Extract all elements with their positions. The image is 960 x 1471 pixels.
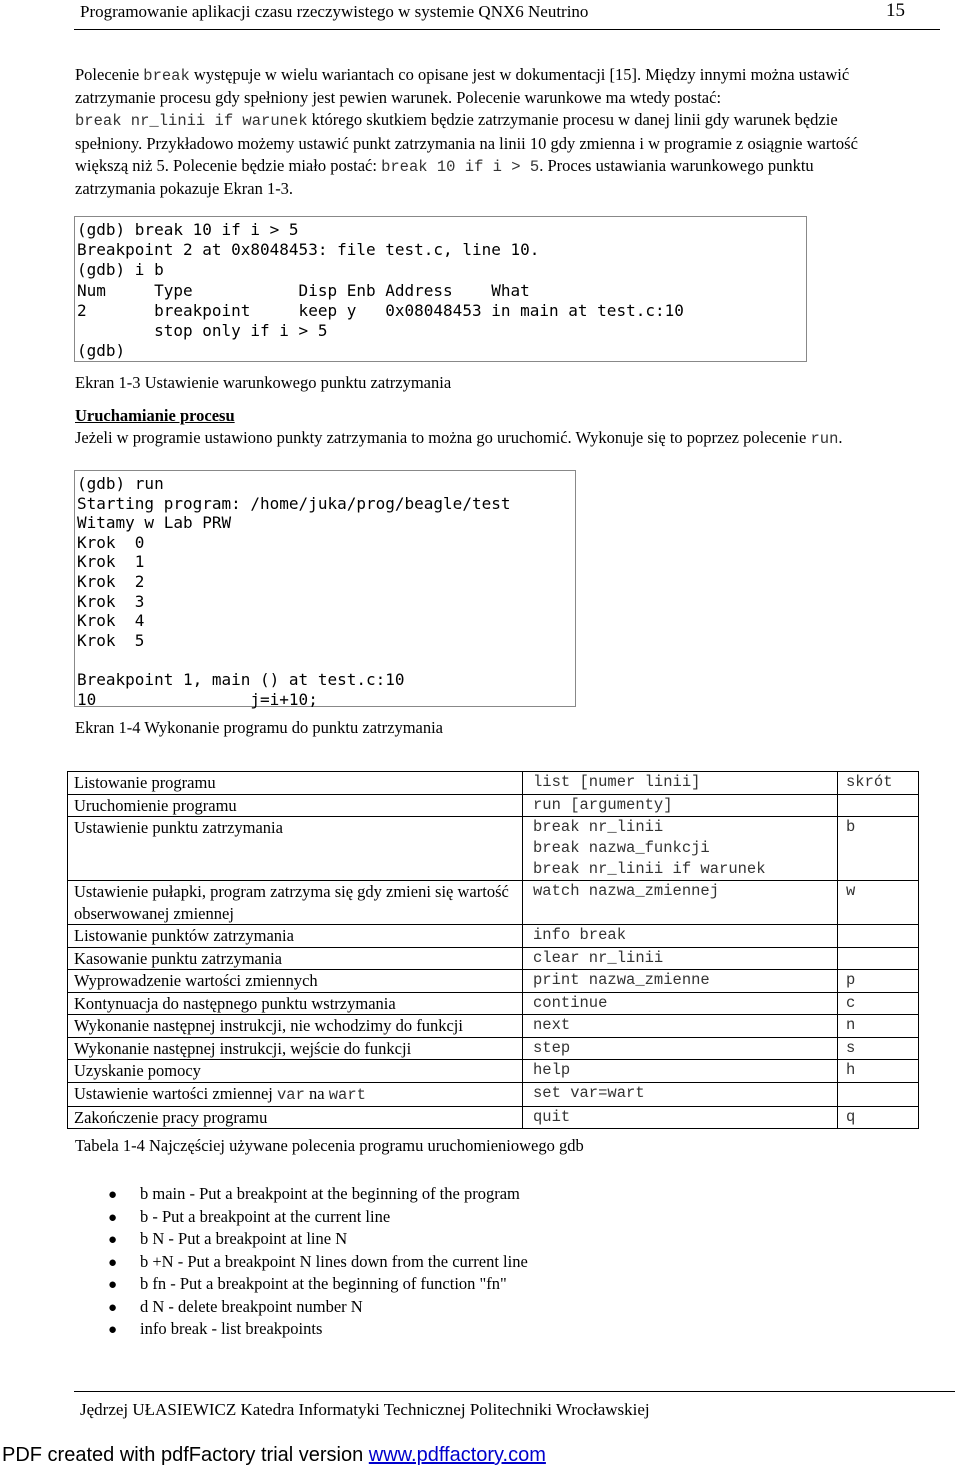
table-cell-desc: Wyprowadzenie wartości zmiennych xyxy=(68,970,523,993)
header-title: Programowanie aplikacji czasu rzeczywistego w systemie QNX6 Neutrino xyxy=(80,2,589,21)
table-row xyxy=(68,1015,919,1038)
intro-text: większą niż 5. Polecenie będzie miało postać: xyxy=(75,155,382,175)
gdb-commands-table xyxy=(67,771,919,1129)
table-cell-short xyxy=(838,1060,919,1083)
shortcut-text: n xyxy=(846,1016,856,1034)
command-text: set var=wart xyxy=(533,1083,645,1102)
intro-line xyxy=(75,155,960,178)
list-item-text: info break - list breakpoints xyxy=(140,1319,323,1338)
table-cell-cmd xyxy=(523,1015,838,1038)
command-text: print nazwa_zmienne xyxy=(533,971,710,989)
intro-line xyxy=(75,64,960,87)
table-caption: Tabela 1-4 Najczęściej używane polecenia programu uruchomieniowego gdb xyxy=(75,1136,584,1155)
pdffactory-link[interactable]: www.pdffactory.com xyxy=(368,1444,546,1466)
command-text: next xyxy=(533,1016,571,1034)
terminal-line xyxy=(77,650,575,670)
bullet-icon: ● xyxy=(108,1322,118,1338)
terminal-line: (gdb) xyxy=(77,341,126,361)
table-cell-desc: Listowanie punktów zatrzymania xyxy=(68,925,523,948)
list-item xyxy=(108,1206,528,1229)
terminal-line: (gdb) break 10 if i > 5 xyxy=(77,220,299,239)
intro-text: . Proces ustawiania warunkowego punktu xyxy=(539,155,814,175)
table-cell-cmd xyxy=(523,1037,838,1060)
terminal-line: Krok 5 xyxy=(77,630,145,650)
intro-text: występuje w wielu wariantach co opisane jest w dokumentacji [15]. Między innymi można ustawić xyxy=(189,65,850,84)
table-cell-desc: Kasowanie punktu zatrzymania xyxy=(68,947,523,970)
terminal-line: (gdb) run xyxy=(77,474,164,493)
terminal-line: Breakpoint 1, main () at test.c:10 xyxy=(77,669,405,689)
command-text: clear nr_linii xyxy=(533,948,664,967)
table-row xyxy=(68,794,919,817)
terminal-screenshot-breakpoint xyxy=(74,216,807,362)
list-item-text: b - Put a breakpoint at the current line xyxy=(140,1206,391,1226)
table-cell-cmd xyxy=(523,947,838,970)
table-cell-short xyxy=(838,772,919,795)
table-cell-cmd xyxy=(523,1082,838,1106)
page-number: 15 xyxy=(886,0,905,21)
table-row xyxy=(68,1082,919,1106)
table-cell-short xyxy=(838,1082,919,1106)
terminal-line: Starting program: /home/juka/prog/beagle/test xyxy=(77,493,511,513)
list-item xyxy=(108,1318,528,1341)
command-text: continue xyxy=(533,993,608,1012)
shortcut-text: c xyxy=(846,993,856,1012)
terminal-line: Krok 0 xyxy=(77,532,145,552)
table-cell-short xyxy=(838,1106,919,1129)
table-cell-short xyxy=(838,881,919,925)
table-row xyxy=(68,1060,919,1083)
table-cell-cmd xyxy=(523,970,838,993)
table-cell-short xyxy=(838,992,919,1015)
terminal-line: 2 breakpoint keep y 0x08048453 in main at test.c:10 xyxy=(77,300,684,320)
shortcut-text: b xyxy=(846,818,856,836)
command-text: break nr_linii xyxy=(533,818,664,836)
command-text: quit xyxy=(533,1107,571,1126)
terminal-line: Krok 4 xyxy=(77,611,145,631)
table-cell-short xyxy=(838,947,919,970)
section-text-body: Jeżeli w programie ustawiono punkty zatrzymania to można go uruchomić. Wykonuje się to poprzez polecenie xyxy=(75,428,811,447)
table-cell-desc: Wykonanie następnej instrukcji, wejście do funkcji xyxy=(68,1037,523,1060)
table-cell-desc: Ustawienie pułapki, program zatrzyma się gdy zmieni się wartość obserwowanej zmiennej xyxy=(68,881,523,925)
section-text-end: . xyxy=(838,428,843,447)
table-cell-cmd xyxy=(523,1106,838,1129)
shortcut-text: q xyxy=(846,1107,856,1126)
terminal-line: Krok 2 xyxy=(77,571,145,591)
footer-text: Jędrzej UŁASIEWICZ Katedra Informatyki Technicznej Politechniki Wrocławskiej xyxy=(80,1400,650,1419)
pdf-note-text: PDF created with pdfFactory trial version xyxy=(2,1444,369,1466)
intro-line: zatrzymanie procesu gdy spełniony jest pewien warunek. Polecenie warunkowe ma wtedy postać: xyxy=(75,88,722,108)
command-text: break nazwa_funkcji xyxy=(533,839,710,857)
terminal-line: 10 j=i+10; xyxy=(77,689,318,709)
intro-text: Polecenie xyxy=(75,65,144,84)
table-cell-desc xyxy=(68,1082,523,1106)
bullet-icon: ● xyxy=(108,1277,118,1293)
screen-caption: Ekran 1-3 Ustawienie warunkowego punktu zatrzymania xyxy=(75,373,452,392)
command-text: step xyxy=(533,1038,571,1057)
terminal-line: Breakpoint 2 at 0x8048453: file test.c, line 10. xyxy=(77,240,540,260)
terminal-line: (gdb) i b xyxy=(77,260,164,280)
intro-line: spełniony. Przykładowo możemy ustawić punkt zatrzymania na linii 10 gdy zmienna i w programie z osiągnie wartość xyxy=(75,133,858,153)
command-text: break nr_linii if warunek xyxy=(533,860,766,878)
terminal-line: Num Type Disp Enb Address What xyxy=(77,280,530,300)
table-cell-short xyxy=(838,1037,919,1060)
table-cell-short xyxy=(838,1015,919,1038)
table-cell-cmd xyxy=(523,992,838,1015)
list-item-text: d N - delete breakpoint number N xyxy=(140,1296,363,1316)
screen-caption: Ekran 1-4 Wykonanie programu do punktu zatrzymania xyxy=(75,718,444,737)
terminal-screenshot-run xyxy=(74,470,576,707)
bullet-icon: ● xyxy=(108,1299,118,1316)
intro-line: zatrzymania pokazuje Ekran 1-3. xyxy=(75,179,294,199)
section-text xyxy=(75,428,843,448)
desc-text: Ustawienie wartości zmiennej xyxy=(74,1083,277,1103)
command-text: help xyxy=(533,1061,571,1079)
list-item xyxy=(108,1273,528,1296)
intro-text: którego skutkiem będzie zatrzymanie procesu w danej linii gdy warunek będzie xyxy=(307,110,838,130)
list-item-text: b fn - Put a breakpoint at the beginning of function "fn" xyxy=(140,1274,507,1293)
inline-code: run xyxy=(810,430,839,448)
table-row xyxy=(68,772,919,795)
table-cell-desc: Zakończenie pracy programu xyxy=(68,1106,523,1129)
section-heading: Uruchamianie procesu xyxy=(75,406,235,425)
bullet-icon: ● xyxy=(108,1232,118,1248)
terminal-line: Krok 1 xyxy=(77,552,145,572)
table-cell-cmd xyxy=(523,817,838,881)
intro-paragraph xyxy=(75,64,960,200)
table-row xyxy=(68,925,919,948)
bullet-icon: ● xyxy=(108,1254,118,1271)
breakpoint-bullet-list xyxy=(108,1183,528,1341)
inline-code: break nr_linii if warunek xyxy=(75,112,308,131)
intro-line xyxy=(75,109,960,132)
shortcut-text: w xyxy=(846,882,856,900)
shortcut-text: s xyxy=(846,1038,856,1057)
table-cell-desc: Listowanie programu xyxy=(68,772,523,795)
terminal-line: stop only if i > 5 xyxy=(77,320,328,340)
bullet-icon: ● xyxy=(108,1187,118,1203)
terminal-line: Witamy w Lab PRW xyxy=(77,513,232,533)
inline-code: var xyxy=(276,1085,305,1104)
table-row xyxy=(68,1106,919,1129)
footer-divider xyxy=(74,1391,955,1392)
table-cell-desc: Ustawienie punktu zatrzymania xyxy=(68,817,523,881)
command-text: info break xyxy=(533,926,627,944)
table-cell-cmd xyxy=(523,794,838,817)
table-row xyxy=(68,881,919,925)
command-text: watch nazwa_zmiennej xyxy=(533,882,720,900)
table-cell-short xyxy=(838,925,919,948)
shortcut-text: p xyxy=(846,971,856,989)
inline-code: break xyxy=(143,67,190,85)
table-row xyxy=(68,947,919,970)
terminal-line: Krok 3 xyxy=(77,591,145,611)
desc-text: na xyxy=(304,1083,329,1103)
list-item-text: b +N - Put a breakpoint N lines down from the current line xyxy=(140,1251,528,1271)
table-cell-cmd xyxy=(523,772,838,795)
table-cell-desc: Uzyskanie pomocy xyxy=(68,1060,523,1083)
pdf-creator-note xyxy=(2,1444,546,1467)
list-item xyxy=(108,1296,528,1319)
list-item-text: b main - Put a breakpoint at the beginning of the program xyxy=(140,1184,520,1203)
command-text: list [numer linii] xyxy=(533,773,701,791)
list-item xyxy=(108,1183,528,1206)
table-row xyxy=(68,817,919,881)
table-cell-short xyxy=(838,970,919,993)
table-cell-desc: Wykonanie następnej instrukcji, nie wchodzimy do funkcji xyxy=(68,1015,523,1038)
shortcut-text: skrót xyxy=(846,773,893,791)
header-divider xyxy=(74,29,940,30)
list-item-text: b N - Put a breakpoint at line N xyxy=(140,1229,348,1248)
inline-code: wart xyxy=(328,1085,366,1104)
shortcut-text: h xyxy=(846,1061,856,1079)
table-cell-cmd xyxy=(523,881,838,925)
inline-code: break 10 if i > 5 xyxy=(381,157,540,176)
table-row xyxy=(68,970,919,993)
list-item xyxy=(108,1228,528,1251)
table-cell-desc: Kontynuacja do następnego punktu wstrzymania xyxy=(68,992,523,1015)
table-cell-short xyxy=(838,794,919,817)
command-text: run [argumenty] xyxy=(533,795,673,814)
list-item xyxy=(108,1251,528,1274)
table-row xyxy=(68,1037,919,1060)
bullet-icon: ● xyxy=(108,1209,118,1226)
table-cell-short xyxy=(838,817,919,881)
table-cell-desc: Uruchomienie programu xyxy=(68,794,523,817)
table-row xyxy=(68,992,919,1015)
table-cell-cmd xyxy=(523,1060,838,1083)
table-cell-cmd xyxy=(523,925,838,948)
